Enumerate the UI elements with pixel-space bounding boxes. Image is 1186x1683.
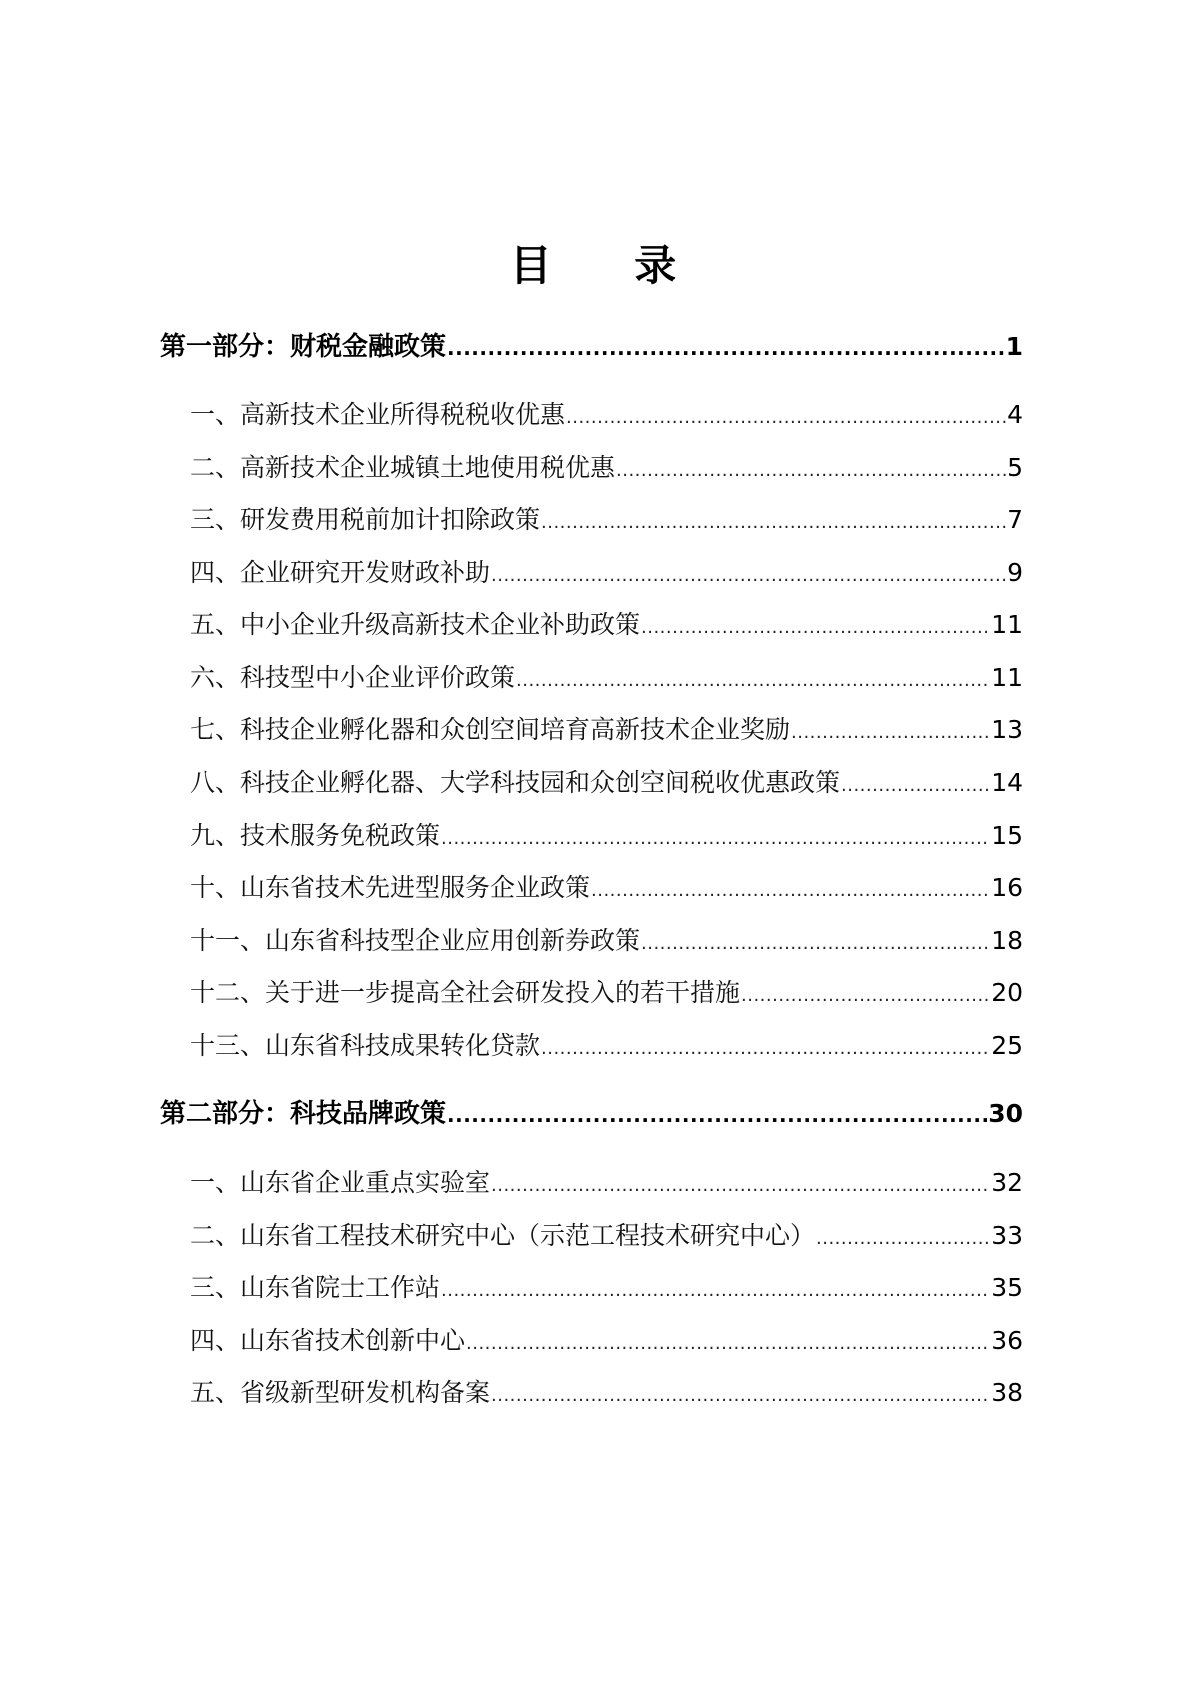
toc-entry-label: 三、山东省院士工作站	[190, 1273, 441, 1302]
toc-entry[interactable]	[190, 395, 1023, 433]
toc-title: 目 录	[509, 241, 711, 290]
toc-entry-label: 一、高新技术企业所得税税收优惠	[190, 400, 566, 429]
dot-leader	[491, 1175, 990, 1196]
toc-entry-label: 二、山东省工程技术研究中心（示范工程技术研究中心）	[190, 1221, 816, 1250]
toc-entry[interactable]	[190, 710, 1023, 748]
toc-entry-label: 六、科技型中小企业评价政策	[190, 663, 516, 692]
toc-page-number: 16	[991, 873, 1023, 902]
toc-page-number: 11	[991, 610, 1023, 639]
toc-entry-label: 二、高新技术企业城镇土地使用税优惠	[190, 453, 616, 482]
toc-entry[interactable]	[190, 1216, 1023, 1254]
dot-leader	[566, 407, 1006, 428]
toc-entry[interactable]	[190, 816, 1023, 854]
toc-entry-label: 四、企业研究开发财政补助	[190, 558, 491, 587]
dot-leader	[791, 722, 990, 743]
toc-page-number: 20	[991, 978, 1023, 1007]
toc-entry[interactable]	[190, 763, 1023, 801]
toc-page-number: 18	[991, 926, 1023, 955]
toc-entry[interactable]	[190, 868, 1023, 906]
toc-entry[interactable]	[190, 1163, 1023, 1201]
dot-leader	[591, 880, 990, 901]
toc-entry-label: 四、山东省技术创新中心	[190, 1326, 466, 1355]
toc-part-2[interactable]	[160, 1093, 1023, 1133]
toc-page-number: 14	[991, 768, 1023, 797]
dot-leader	[441, 828, 990, 849]
toc-entry[interactable]	[190, 1373, 1023, 1411]
dot-leader	[491, 565, 1006, 586]
toc-page-number: 38	[991, 1378, 1023, 1407]
dot-leader	[466, 1333, 990, 1354]
dot-leader	[641, 933, 990, 954]
toc-entry[interactable]	[190, 1321, 1023, 1359]
toc-page-number: 4	[1007, 400, 1023, 429]
toc-page-number: 25	[991, 1031, 1023, 1060]
dot-leader	[441, 1280, 990, 1301]
toc-entry[interactable]	[190, 448, 1023, 486]
dot-leader	[841, 775, 990, 796]
toc-entry[interactable]	[190, 921, 1023, 959]
toc-page-number: 15	[991, 821, 1023, 850]
toc-part-label: 第二部分：科技品牌政策	[160, 1099, 447, 1129]
toc-entry[interactable]	[190, 1026, 1023, 1064]
toc-entry-label: 十二、关于进一步提高全社会研发投入的若干措施	[190, 978, 741, 1007]
dot-leader	[491, 1385, 990, 1406]
dot-leader	[447, 1103, 987, 1127]
toc-page-number: 30	[988, 1099, 1023, 1128]
toc-page-number: 33	[991, 1221, 1023, 1250]
dot-leader	[541, 512, 1006, 533]
toc-entry[interactable]	[190, 605, 1023, 643]
toc-entry-label: 七、科技企业孵化器和众创空间培育高新技术企业奖励	[190, 715, 791, 744]
dot-leader	[616, 460, 1006, 481]
toc-part-label: 第一部分：财税金融政策	[160, 332, 447, 362]
toc-entry-label: 八、科技企业孵化器、大学科技园和众创空间税收优惠政策	[190, 768, 841, 797]
toc-entry[interactable]	[190, 1268, 1023, 1306]
toc-page-number: 13	[991, 715, 1023, 744]
dot-leader	[741, 985, 990, 1006]
toc-entry-label: 十、山东省技术先进型服务企业政策	[190, 873, 591, 902]
toc-entry-label: 五、中小企业升级高新技术企业补助政策	[190, 610, 641, 639]
toc-entry-label: 十一、山东省科技型企业应用创新券政策	[190, 926, 641, 955]
toc-entry-label: 九、技术服务免税政策	[190, 821, 441, 850]
dot-leader	[816, 1228, 990, 1249]
toc-page-number: 36	[991, 1326, 1023, 1355]
toc-entry-label: 五、省级新型研发机构备案	[190, 1378, 491, 1407]
dot-leader	[447, 336, 1005, 360]
dot-leader	[641, 617, 990, 638]
toc-entry-label: 十三、山东省科技成果转化贷款	[190, 1031, 541, 1060]
toc-entry-label: 一、山东省企业重点实验室	[190, 1168, 491, 1197]
toc-page-number: 9	[1007, 558, 1023, 587]
toc-entry[interactable]	[190, 658, 1023, 696]
toc-entry[interactable]	[190, 973, 1023, 1011]
toc-page-number: 5	[1007, 453, 1023, 482]
toc-page-number: 32	[991, 1168, 1023, 1197]
toc-entry[interactable]	[190, 553, 1023, 591]
toc-part-1[interactable]	[160, 326, 1023, 366]
toc-entry-label: 三、研发费用税前加计扣除政策	[190, 505, 541, 534]
dot-leader	[541, 1038, 990, 1059]
toc-page-number: 1	[1005, 332, 1023, 361]
toc-entry[interactable]	[190, 500, 1023, 538]
toc-page-number: 7	[1007, 505, 1023, 534]
toc-page-number: 11	[991, 663, 1023, 692]
dot-leader	[516, 670, 990, 691]
toc-page-number: 35	[991, 1273, 1023, 1302]
